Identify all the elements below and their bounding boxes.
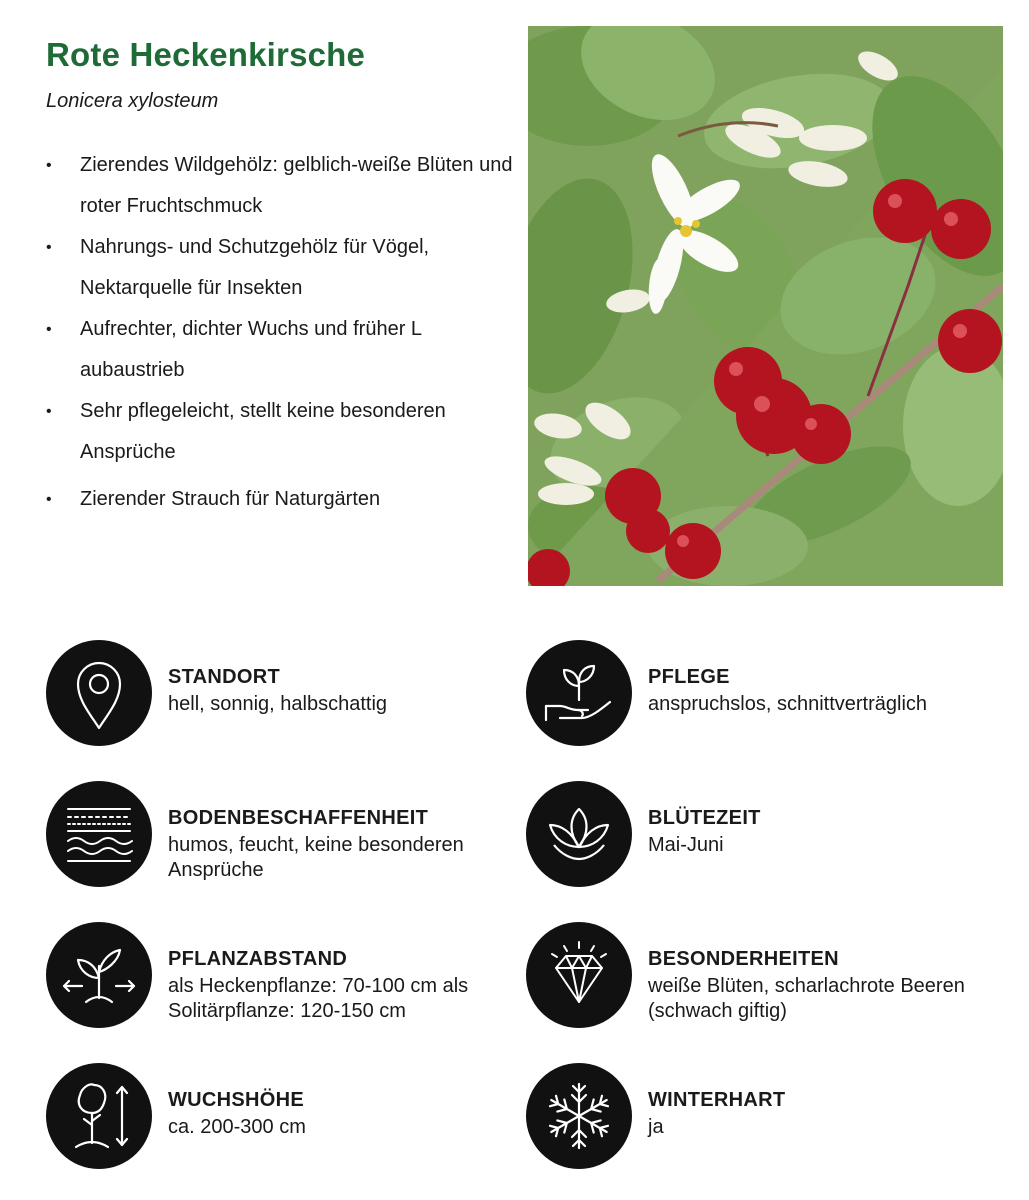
feature-value: ja [648, 1116, 664, 1138]
lotus-flower-icon [526, 781, 632, 887]
location-pin-icon [46, 640, 152, 746]
page-title: Rote Heckenkirsche [46, 36, 366, 73]
feature-value: anspruchslos, schnittverträglich [648, 693, 928, 715]
feature-list [46, 145, 516, 520]
feature-title: WINTERHART [648, 1089, 786, 1111]
feature-pflanzabstand [46, 922, 516, 1028]
snowflake-icon [526, 1063, 632, 1169]
feature-title: BLÜTEZEIT [648, 807, 761, 829]
feature-value: humos, feucht, keine besonderen Ansprüche [168, 834, 464, 881]
feature-boden [46, 781, 516, 887]
hand-sprout-icon [526, 640, 632, 746]
tree-height-icon [46, 1063, 152, 1169]
feature-wuchshoehe [46, 1063, 516, 1169]
feature-title: BESONDERHEITEN [648, 948, 839, 970]
soil-layers-icon [46, 781, 152, 887]
feature-title: WUCHSHÖHE [168, 1089, 305, 1111]
plant-spacing-icon [46, 922, 152, 1028]
feature-title: BODENBESCHAFFENHEIT [168, 807, 429, 829]
list-item: • Zierendes Wildgehölz: gelblich-weiße Blüten und roter Fruchtschmuck [46, 145, 516, 227]
feature-winterhart [526, 1063, 996, 1169]
feature-standort [46, 640, 516, 746]
feature-value: hell, sonnig, halbschattig [168, 693, 388, 715]
diamond-icon [526, 922, 632, 1028]
feature-title: PFLEGE [648, 666, 730, 688]
list-item: • Nahrungs- und Schutzgehölz für Vögel, Nektarquelle für Insekten [46, 227, 516, 309]
feature-value: Mai-Juni [648, 834, 724, 856]
list-item: • Sehr pflegeleicht, stellt keine besonderen Ansprüche [46, 391, 516, 473]
feature-value: als Heckenpflanze: 70-100 cm als Solitärpflanze: 120-150 cm [168, 975, 469, 1022]
feature-title: PFLANZABSTAND [168, 948, 348, 970]
feature-value: weiße Blüten, scharlachrote Beeren (schwach giftig) [648, 975, 965, 1022]
feature-bluetezeit [526, 781, 996, 887]
feature-besonderheiten [526, 922, 996, 1028]
list-item: • Zierender Strauch für Naturgärten [46, 479, 516, 520]
feature-title: STANDORT [168, 666, 281, 688]
product-photo [528, 26, 1003, 586]
botanical-name: Lonicera xylosteum [46, 90, 219, 112]
feature-value: ca. 200-300 cm [168, 1116, 306, 1138]
list-item: • Aufrechter, dichter Wuchs und früher L aubaustrieb [46, 309, 516, 391]
feature-pflege [526, 640, 996, 746]
